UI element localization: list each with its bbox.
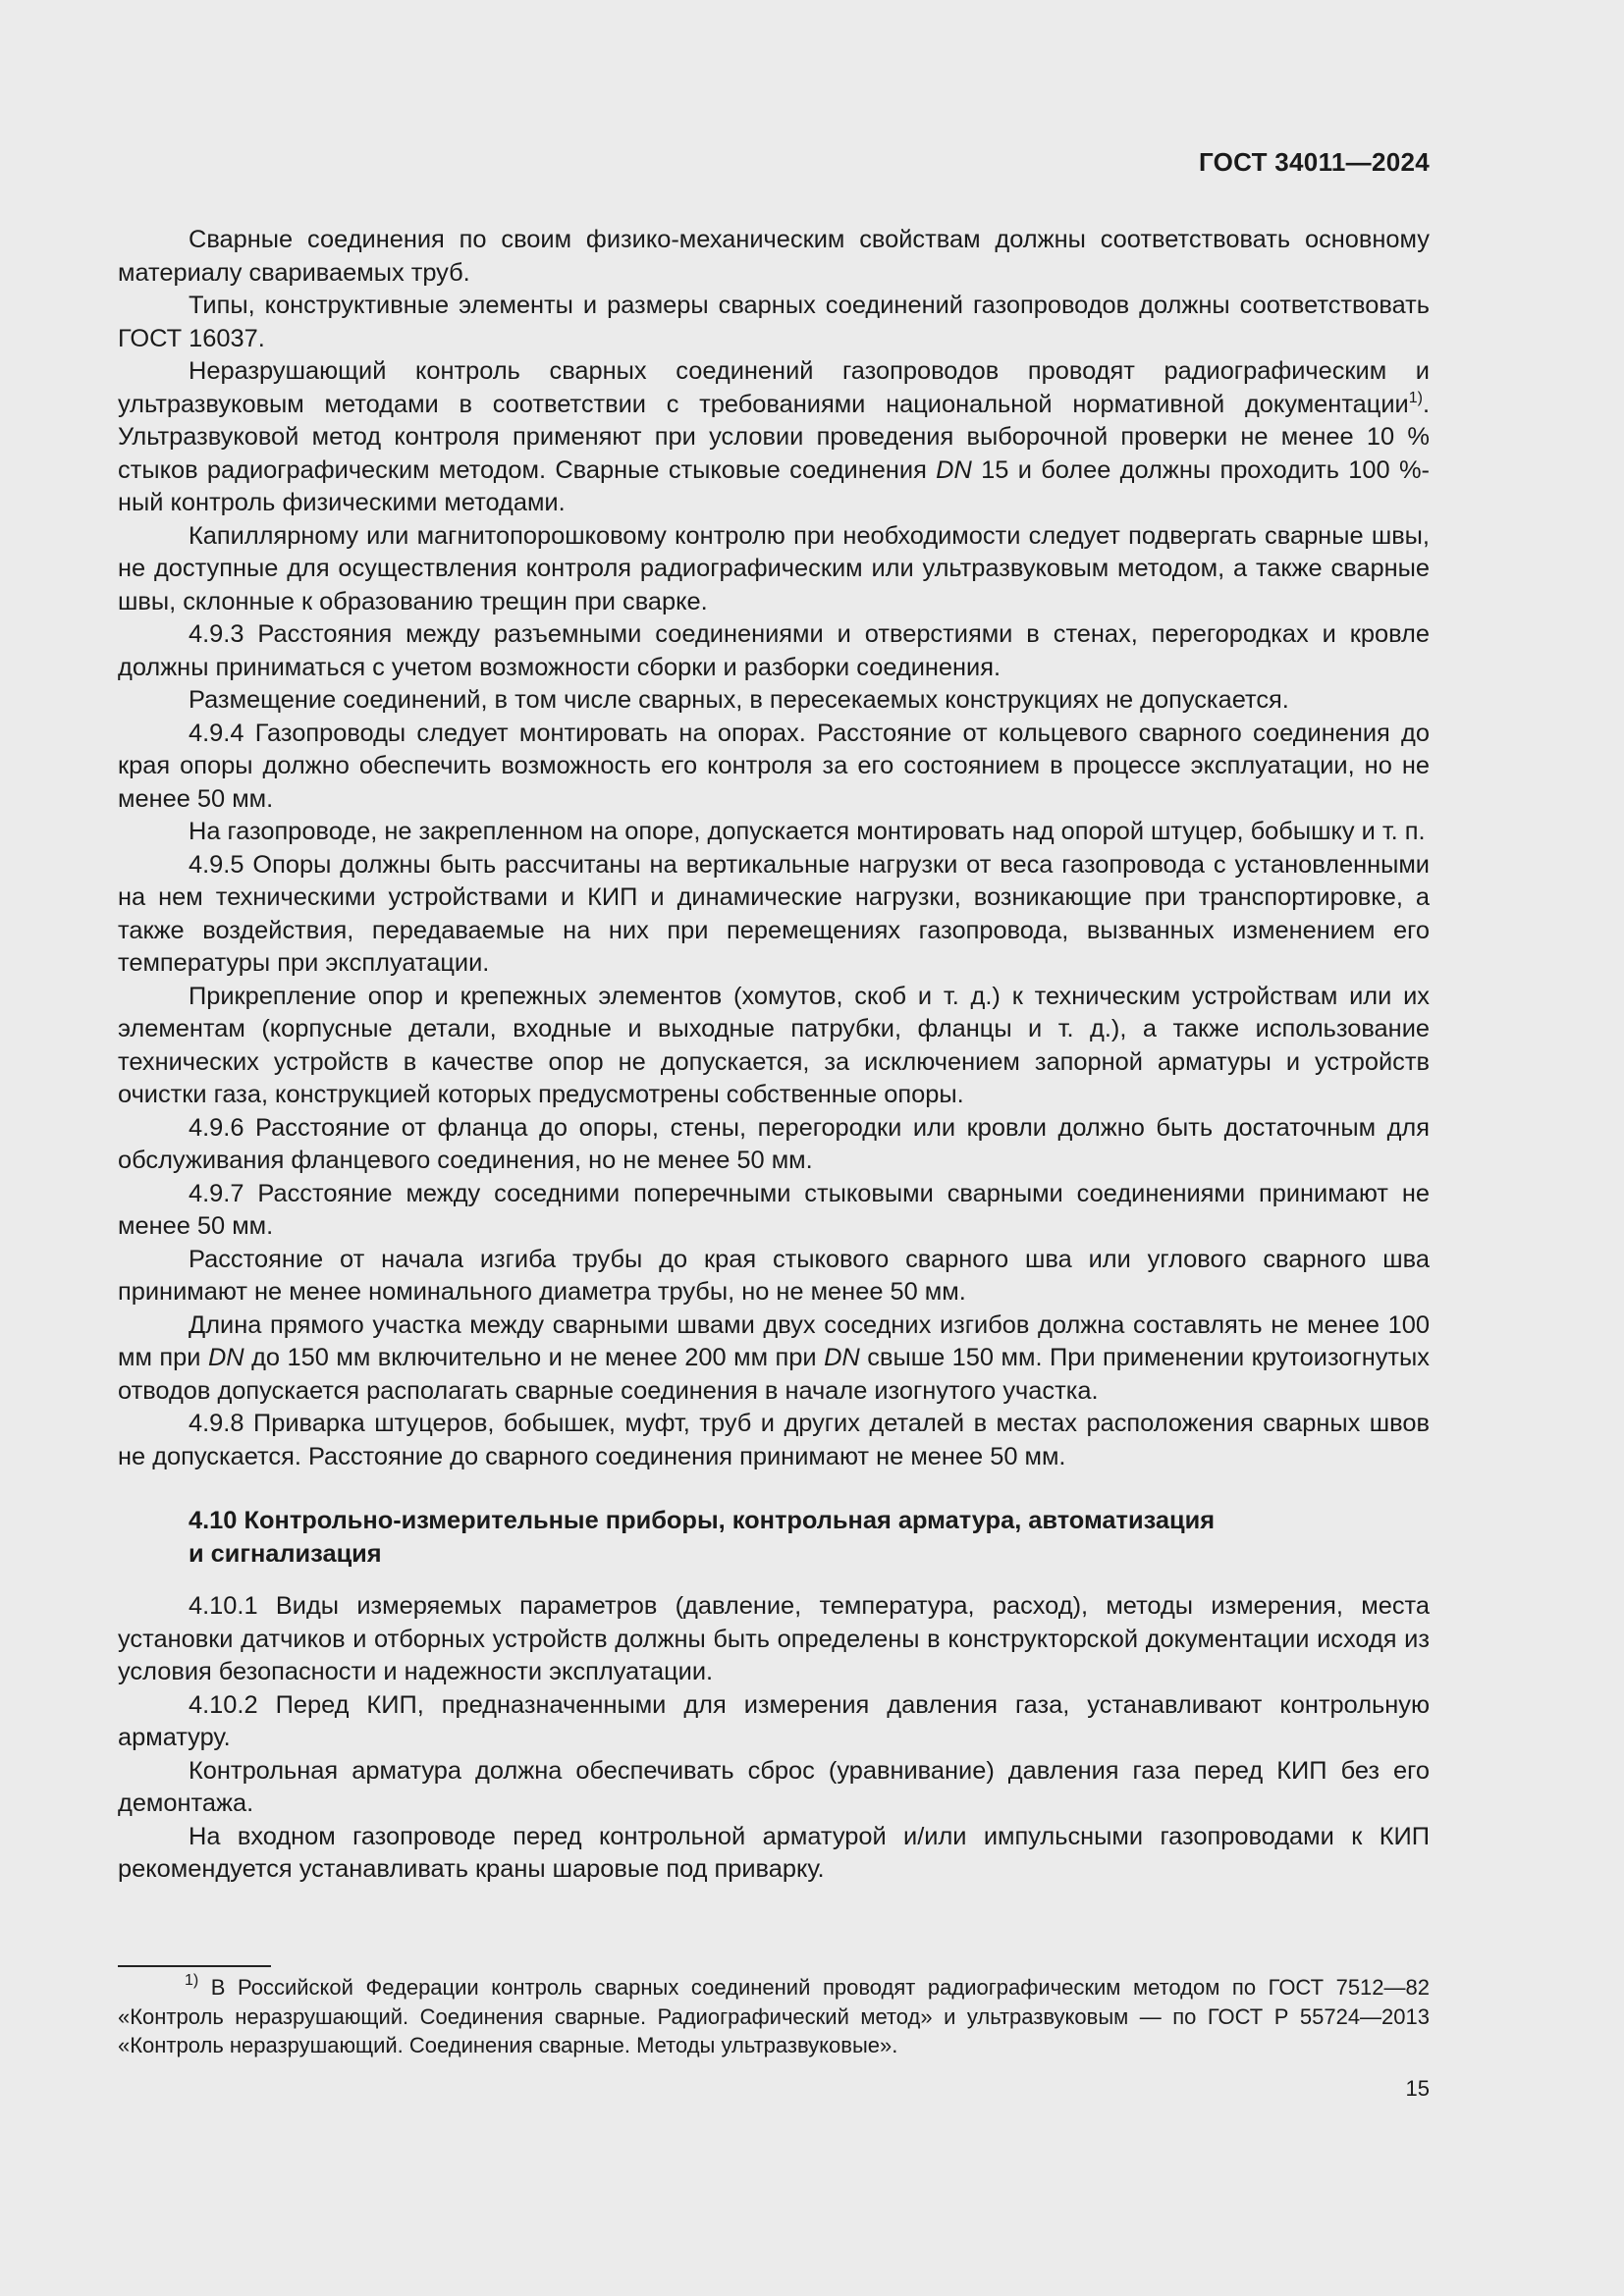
paragraph-text: свыше 150 мм. При применении крутоизогнутых отводов допускается располагать сварные соединения в начале изогнутого участка.: [118, 1344, 1430, 1405]
dn-symbol: DN: [207, 1344, 244, 1371]
paragraph-text: до 150 мм включительно и не менее 200 мм при: [244, 1344, 825, 1371]
main-text: [118, 224, 1430, 1887]
footnote-reference[interactable]: 1): [1408, 389, 1423, 406]
footnote-separator: [118, 1965, 271, 1967]
paragraph: На входном газопроводе перед контрольной арматурой и/или импульсными газопроводами к КИП рекомендуется устанавливать краны шаровые под приварку.: [118, 1822, 1430, 1883]
clause-4-9-5: 4.9.5 Опоры должны быть рассчитаны на вертикальные нагрузки от веса газопровода с установленными на нем техническими устройствами и КИП и динамические нагрузки, возникающие при транспортировке, а также воздействия, передаваемые на них при перемещениях газопровода, вызванных изменением его температуры при эксплуатации.: [118, 850, 1430, 977]
paragraph-text: Длина прямого участка между сварными швами двух соседних изгибов должна составлять не менее 100 мм при: [118, 1310, 1430, 1371]
section-heading-4-10: [118, 1505, 1430, 1571]
footnote-text: В Российской Федерации контроль сварных соединений проводят радиографическим методом по ГОСТ 7512—82 «Контроль неразрушающий. Соединения сварные. Радиографический метод» и ультразвуковым — по ГОСТ Р 55724—2013 «Контроль неразрушающий. Соединения сварные. Методы ультразвуковые».: [118, 1975, 1430, 2057]
heading-line: и сигнализация: [189, 1539, 382, 1568]
clause-4-10-1: 4.10.1 Виды измеряемых параметров (давление, температура, расход), методы измерения, места установки датчиков и отборных устройств должны быть определены в конструкторской документации исходя из условия безопасности и надежности эксплуатации.: [118, 1592, 1430, 1685]
paragraph-straight-section: [118, 1309, 1430, 1409]
clause-4-9-6: 4.9.6 Расстояние от фланца до опоры, стены, перегородки или кровли должно быть достаточным для обслуживания фланцевого соединения, но не менее 50 мм.: [118, 1113, 1430, 1174]
clause-4-9-7: 4.9.7 Расстояние между соседними поперечными стыковыми сварными соединениями принимают не менее 50 мм.: [118, 1179, 1430, 1240]
footnote-marker: 1): [185, 1972, 199, 1989]
paragraph: Расстояние от начала изгиба трубы до края стыкового сварного шва или углового сварного шва принимают не менее номинального диаметра трубы, но не менее 50 мм.: [118, 1245, 1430, 1306]
paragraph: Сварные соединения по своим физико-механическим свойствам должны соответствовать основному материалу свариваемых труб.: [118, 226, 1430, 287]
dn-symbol: DN: [936, 455, 972, 484]
clause-4-9-8: 4.9.8 Приварка штуцеров, бобышек, муфт, труб и других деталей в местах расположения сварных швов не допускается. Расстояние до сварного соединения принимают не менее 50 мм.: [118, 1410, 1430, 1470]
paragraph: Размещение соединений, в том числе сварных, в пересекаемых конструкциях не допускается.: [189, 686, 1289, 714]
paragraph: Капиллярному или магнитопорошковому контролю при необходимости следует подвергать сварные швы, не доступные для осуществления контроля радиографическим или ультразвуковым методом, а также сварные швы, склонные к образованию трещин при сварке.: [118, 521, 1430, 615]
paragraph-text: . Ультразвуковой метод контроля применяют при условии проведения выборочной проверки не менее 10 % стыков радиографическим методом. Сварные стыковые соединения: [118, 390, 1430, 484]
paragraph: На газопроводе, не закрепленном на опоре, допускается монтировать над опорой штуцер, бобышку и т. п.: [189, 818, 1426, 845]
dn-symbol: DN: [824, 1344, 860, 1371]
paragraph: Контрольная арматура должна обеспечивать сброс (уравнивание) давления газа перед КИП без его демонтажа.: [118, 1756, 1430, 1817]
clause-4-10-2: 4.10.2 Перед КИП, предназначенными для измерения давления газа, устанавливают контрольную арматуру.: [118, 1690, 1430, 1751]
clause-4-9-3: 4.9.3 Расстояния между разъемными соединениями и отверстиями в стенах, перегородках и кровле должны приниматься с учетом возможности сборки и разборки соединения.: [118, 620, 1430, 681]
paragraph: Типы, конструктивные элементы и размеры сварных соединений газопроводов должны соответствовать ГОСТ 16037.: [118, 292, 1430, 352]
heading-line: 4.10 Контрольно-измерительные приборы, контрольная арматура, автоматизация: [189, 1507, 1216, 1534]
paragraph-text: 15 и более должны проходить 100 %-ный контроль физическими методами.: [118, 455, 1430, 516]
page-number: 15: [1405, 2076, 1430, 2101]
document-header: ГОСТ 34011—2024: [1198, 147, 1430, 177]
paragraph-ndt: [118, 355, 1430, 520]
paragraph-text: Неразрушающий контроль сварных соединений газопроводов проводят радиографическим и ультразвуковым методами в соответствии с требованиями национальной нормативной документации: [118, 357, 1430, 418]
paragraph: Прикрепление опор и крепежных элементов (хомутов, скоб и т. д.) к техническим устройствам или их элементам (корпусные детали, входные и выходные патрубки, фланцы и т. д.), а также использование технических устройств в качестве опор не допускается, за исключением запорной арматуры и устройств очистки газа, конструкцией которых предусмотрены собственные опоры.: [118, 982, 1430, 1108]
clause-4-9-4: 4.9.4 Газопроводы следует монтировать на опорах. Расстояние от кольцевого сварного соединения до края опоры должно обеспечить возможность его контроля за его состоянием в процессе эксплуатации, но не менее 50 мм.: [118, 719, 1430, 813]
footnote: [118, 1973, 1430, 2060]
